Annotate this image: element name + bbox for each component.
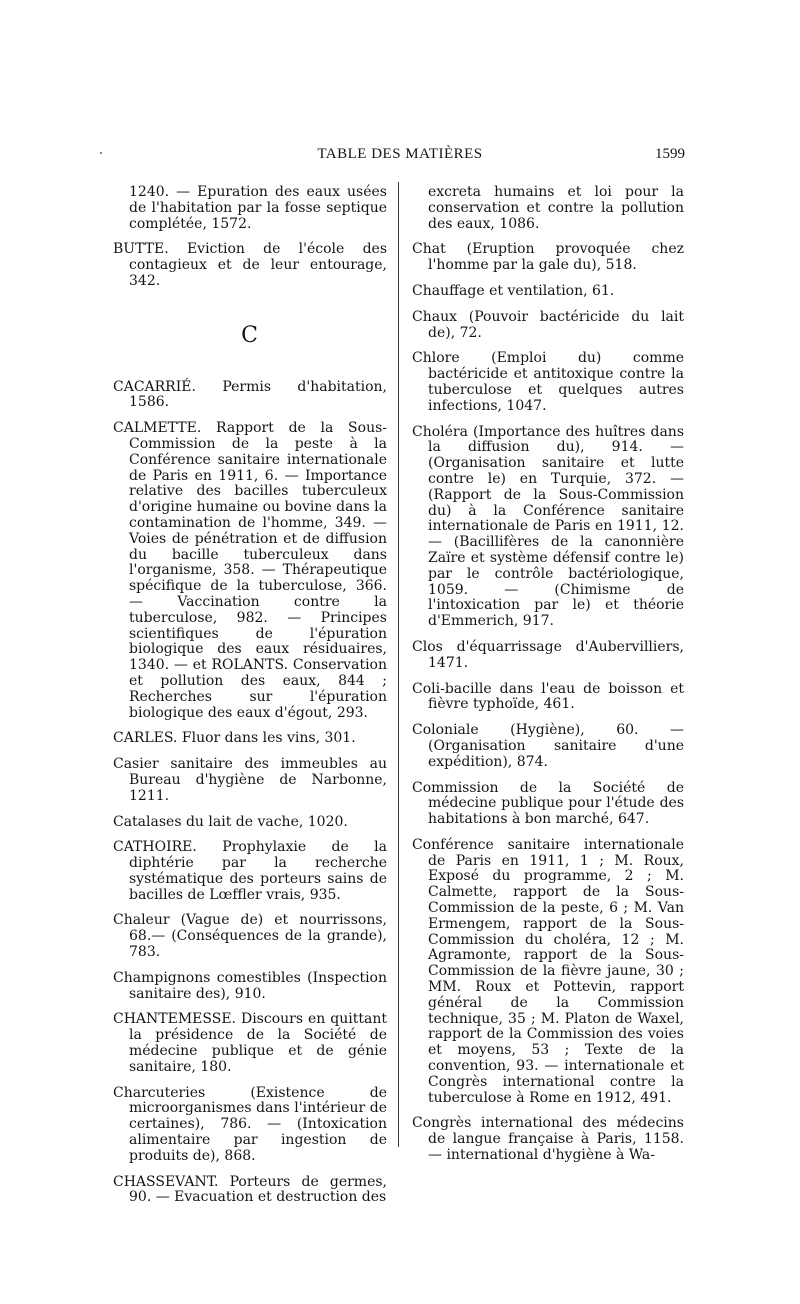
section-letter: C [241,322,259,348]
index-entry: Conférence sanitaire internationale de Paris en 1911, 1 ; M. Roux, Exposé du programme, 2 ; M. Calmette, rapport de la Sous-Commission de la peste, 6 ; M. Van Ermengem, rapport de la Sous-Commission du choléra, 12 ; M. Agramonte, rapport de la Sous-Commission de la fièvre jaune, 30 ; MM. Roux et Pottevin, rapport général de la Commission technique, 35 ; M. Platon de Waxel, rapport de la Commission des voies et moyens, 53 ; Texte de la convention, 93. — internationale et Congrès international contre la tuberculose à Rome en 1912, 491. [412,836,684,1106]
index-entry: Champignons comestibles (Inspection sanitaire des), 910. [113,969,387,1002]
page-header [115,146,685,168]
index-entry: CHASSEVANT. Porteurs de germes, 90. — Evacuation et destruction des [113,1173,387,1206]
index-entry: Congrès international des médecins de langue française à Paris, 1158. — international d'hygiène à Wa- [412,1115,684,1164]
index-entry: Chaux (Pouvoir bactéricide du lait de), 72. [412,308,684,341]
index-entry: Catalases du lait de vache, 1020. [113,813,348,830]
running-title: TABLE DES MATIÈRES [317,146,483,162]
left-column [113,185,387,1216]
index-entry: CHANTEMESSE. Discours en quittant la présidence de la Société de médecine publique et de génie sanitaire, 180. [113,1011,387,1075]
index-entry: Charcuteries (Existence de microorganismes dans l'intérieur de certaines), 786. — (Intoxication alimentaire par ingestion de produits de), 868. [113,1084,387,1164]
index-entry: Chauffage et ventilation, 61. [412,282,615,299]
index-entry: Casier sanitaire des immeubles au Bureau d'hygiène de Narbonne, 1211. [113,756,387,804]
index-entry: Clos d'équarrissage d'Aubervilliers, 1471. [412,638,684,671]
index-entry: Chlore (Emploi du) comme bactéricide et antitoxique contre la tuberculose et quelques autres infections, 1047. [412,350,684,414]
right-column [412,185,684,1174]
index-entry: Commission de la Société de médecine publique pour l'étude des habitations à bon marché, 647. [412,779,684,828]
index-entry: Chaleur (Vague de) et nourrissons, 68.— (Conséquences de la grande), 783. [113,912,387,961]
column-divider [398,182,399,1147]
index-entry: CARLES. Fluor dans les vins, 301. [113,730,356,747]
index-entry: CATHOIRE. Prophylaxie de la diphtérie par la recherche systématique des porteurs sains de bacilles de Lœffler vrais, 935. [113,839,387,903]
index-entry: Chat (Eruption provoquée chez l'homme par la gale du), 518. [412,241,684,274]
index-entry: 1240. — Epuration des eaux usées de l'habitation par la fosse septique complétée, 1572. [129,184,387,232]
index-entry: CALMETTE. Rapport de la Sous-Commission de la peste à la Conférence sanitaire internationale de Paris en 1911, 6. — Importance relative des bacilles tuberculeux d'origine humaine ou bovine dans la contamination de l'homme, 349. — Voies de pénétration et de diffusion du bacille tuberculeux dans l'organisme, 358. — Thérapeutique spécifique de la tuberculose, 366. — Vaccination contre la tuberculose, 982. — Principes scientifiques de l'épuration biologique des eaux résiduaires, 1340. — et ROLANTS. Conservation et pollution des eaux, 844 ; Recherches sur l'épuration biologique des eaux d'égout, 293. [113,420,387,721]
index-entry: CACARRIÉ. Permis d'habitation, 1586. [113,378,387,411]
index-entry: Coloniale (Hygiène), 60. — (Organisation sanitaire d'une expédition), 874. [412,722,684,770]
index-entry: Coli-bacille dans l'eau de boisson et fièvre typhoïde, 461. [412,680,684,713]
index-entry: excreta humains et loi pour la conservation et contre la pollution des eaux, 1086. [428,184,684,232]
index-entry: BUTTE. Eviction de l'école des contagieux et de leur entourage, 342. [113,241,387,289]
page-number: 1599 [655,146,685,162]
index-entry: Choléra (Importance des huîtres dans la diffusion du), 914. — (Organisation sanitaire et lutte contre le) en Turquie, 372. — (Rapport de la Sous-Commission du) à la Conférence sanitaire internationale de Paris en 1911, 12.— (Bacillifères de la canonnière Zaïre et système défensif contre le) par le contrôle bactériologique, 1059. — (Chimisme de l'intoxication par le) et théorie d'Emmerich, 917. [412,423,684,630]
scan-speck [100,152,102,154]
